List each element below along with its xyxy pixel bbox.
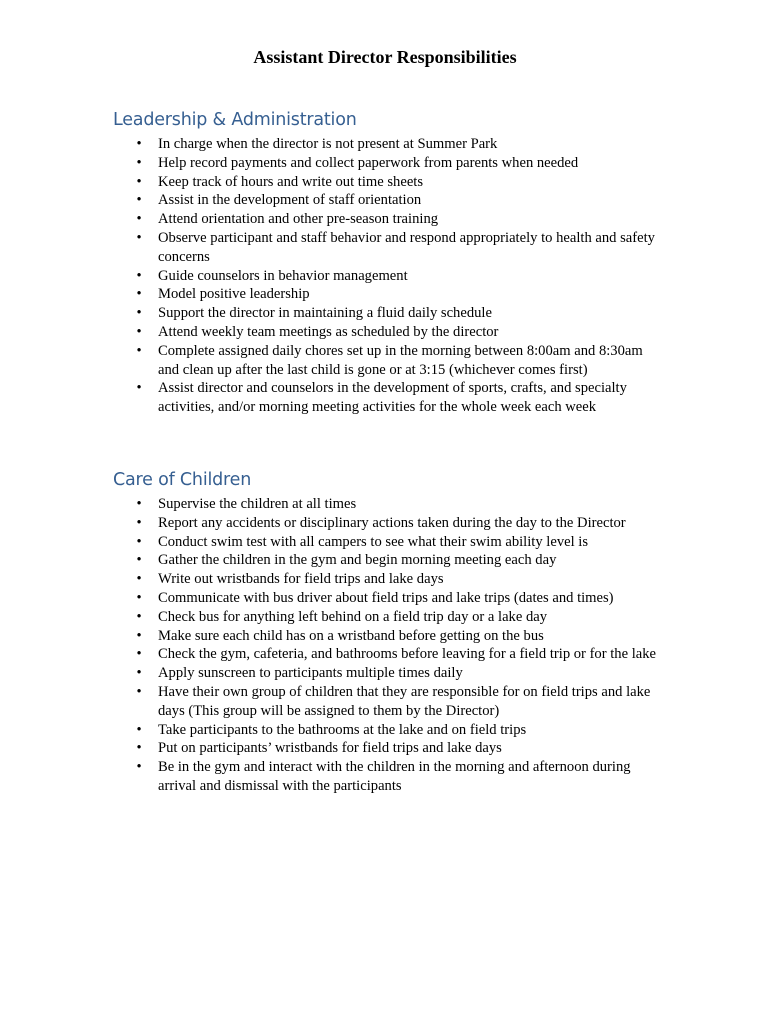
list-item xyxy=(130,304,660,323)
list-item-text: Have their own group of children that they are responsible for on field trips and lake days (This group will be assigned to them by the Director) xyxy=(158,683,651,719)
list-item xyxy=(130,721,660,740)
list-item xyxy=(130,551,660,570)
list-item xyxy=(130,285,660,304)
bullet-icon: • xyxy=(136,267,142,284)
list-item-text: Help record payments and collect paperwork from parents when needed xyxy=(158,154,579,171)
list-item-text: Conduct swim test with all campers to see what their swim ability level is xyxy=(158,533,589,550)
bullet-icon: • xyxy=(136,342,142,359)
bullet-icon: • xyxy=(136,514,142,531)
bullet-icon: • xyxy=(136,192,142,209)
list-item-text: Model positive leadership xyxy=(158,286,310,303)
list-item-text: Assist in the development of staff orientation xyxy=(158,192,422,209)
list-item-text: Write out wristbands for field trips and lake days xyxy=(158,571,444,588)
list-item-text: Support the director in maintaining a fluid daily schedule xyxy=(158,305,492,322)
bullet-icon: • xyxy=(136,136,142,152)
bullet-list-care-of-children xyxy=(130,495,660,796)
bullet-icon: • xyxy=(136,496,142,512)
list-item-text: Keep track of hours and write out time sheets xyxy=(158,173,424,190)
list-item-text: Be in the gym and interact with the children in the morning and afternoon during arrival and dismissal with the participants xyxy=(158,759,631,794)
bullet-icon: • xyxy=(136,740,142,757)
list-item-text: Make sure each child has on a wristband before getting on the bus xyxy=(158,627,544,644)
list-item-text: Communicate with bus driver about field trips and lake trips (dates and times) xyxy=(158,589,614,606)
bullet-icon: • xyxy=(136,683,142,700)
list-item xyxy=(130,627,660,646)
bullet-icon: • xyxy=(136,380,142,397)
list-item-text: Assist director and counselors in the development of sports, crafts, and specialty activities, and/or morning meeting activities for the whole week each week xyxy=(158,380,627,416)
list-item-text: In charge when the director is not present at Summer Park xyxy=(158,136,498,152)
document-title: Assistant Director Responsibilities xyxy=(253,47,517,67)
list-item xyxy=(130,323,660,342)
list-item-text: Report any accidents or disciplinary actions taken during the day to the Director xyxy=(158,514,626,531)
list-item xyxy=(130,210,660,229)
bullet-icon: • xyxy=(136,589,142,606)
bullet-icon: • xyxy=(136,286,142,303)
bullet-icon: • xyxy=(136,229,142,246)
list-item-text: Check the gym, cafeteria, and bathrooms before leaving for a field trip or for the lake xyxy=(158,646,657,663)
list-item-text: Observe participant and staff behavior and respond appropriately to health and safety concerns xyxy=(158,229,655,265)
list-item-text: Take participants to the bathrooms at the lake and on field trips xyxy=(158,721,527,738)
list-item xyxy=(130,495,660,514)
bullet-icon: • xyxy=(136,721,142,738)
list-item xyxy=(130,267,660,286)
list-item-text: Attend weekly team meetings as scheduled by the director xyxy=(158,323,499,340)
list-item xyxy=(130,173,660,192)
bullet-icon: • xyxy=(136,305,142,322)
bullet-icon: • xyxy=(136,552,142,569)
list-item xyxy=(130,683,660,721)
bullet-icon: • xyxy=(136,665,142,682)
list-item xyxy=(130,135,660,154)
list-item-text: Supervise the children at all times xyxy=(158,496,357,512)
list-item-text: Put on participants’ wristbands for field trips and lake days xyxy=(158,740,502,757)
section-heading-care-of-children: Care of Children xyxy=(113,470,252,490)
list-item xyxy=(130,739,660,758)
list-item xyxy=(130,342,660,380)
list-item-text: Attend orientation and other pre-season training xyxy=(158,211,439,228)
list-item xyxy=(130,229,660,267)
bullet-icon: • xyxy=(136,571,142,588)
list-item-text: Gather the children in the gym and begin morning meeting each day xyxy=(158,552,557,569)
list-item xyxy=(130,514,660,533)
list-item xyxy=(130,191,660,210)
list-item xyxy=(130,758,660,796)
list-item-text: Complete assigned daily chores set up in the morning between 8:00am and 8:30am and clean up after the last child is gone or at 3:15 (whichever comes first) xyxy=(158,342,643,378)
list-item-text: Apply sunscreen to participants multiple times daily xyxy=(158,665,463,682)
bullet-icon: • xyxy=(136,608,142,625)
bullet-icon: • xyxy=(136,211,142,228)
list-item xyxy=(130,645,660,664)
bullet-icon: • xyxy=(136,759,142,776)
list-item xyxy=(130,570,660,589)
bullet-icon: • xyxy=(136,533,142,550)
bullet-icon: • xyxy=(136,627,142,644)
bullet-list-leadership-administration xyxy=(130,135,660,417)
bullet-icon: • xyxy=(136,323,142,340)
list-item-text: Guide counselors in behavior management xyxy=(158,267,408,284)
list-item xyxy=(130,154,660,173)
list-item xyxy=(130,589,660,608)
list-item xyxy=(130,533,660,552)
bullet-icon: • xyxy=(136,173,142,190)
list-item xyxy=(130,664,660,683)
bullet-icon: • xyxy=(136,646,142,663)
bullet-icon: • xyxy=(136,154,142,171)
list-item xyxy=(130,379,660,417)
list-item-text: Check bus for anything left behind on a field trip day or a lake day xyxy=(158,608,548,625)
section-heading-leadership-administration: Leadership & Administration xyxy=(113,110,357,130)
list-item xyxy=(130,608,660,627)
